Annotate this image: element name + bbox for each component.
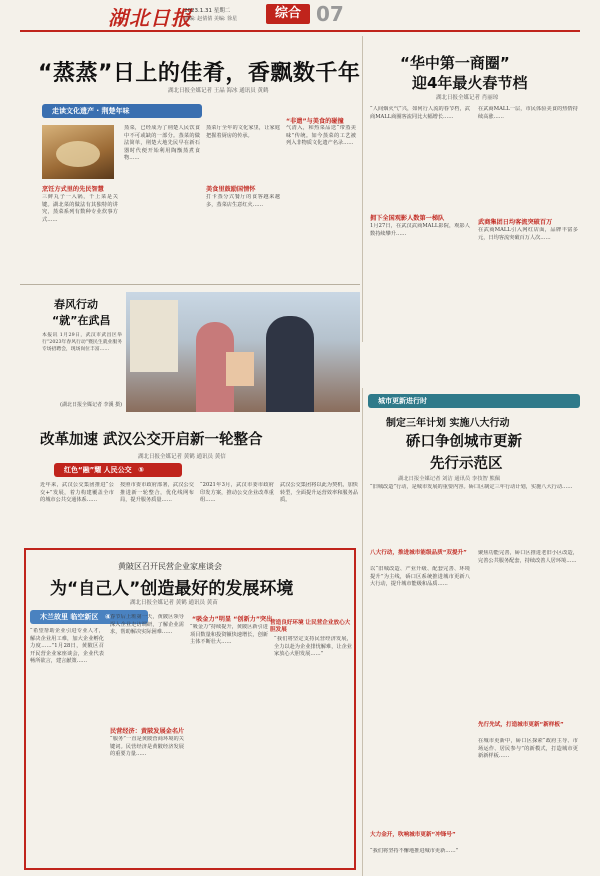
bus-byline: 湖北日报全媒记者 黄鹤 通讯员 黄信 xyxy=(138,454,226,460)
city-text-lead: “旧城改造”行动，是城市发展的重要内容。硚口区制定三年行动计划，实施八大行动…… xyxy=(370,484,573,490)
masthead xyxy=(0,0,600,40)
spring-headline-2: “就”在武昌 xyxy=(52,314,111,327)
city-text-col2: 聚焦功能完善，硚口区推进老旧小区改造，完善公共服务配套，持续改善人居环境…… xyxy=(478,550,578,564)
feature-text-col4: “我们将坚定支持民营经济发展，全力以赴为企业排忧解难，让企业家放心大胆发展……” xyxy=(274,636,352,658)
lead-subhead-2: 美食里鼓励国情怀 xyxy=(206,186,256,193)
feature-text-col1: “希望帮助企业引进专业人才，解决企业用工难，加大企业孵化力度……”1月28日，黄陂区召开民营企业家座谈会，企业代表畅所欲言，建言献策…… xyxy=(30,628,104,665)
section-badge xyxy=(266,4,310,24)
lead-photo xyxy=(42,125,114,179)
lead-subhead-3: “非遗”与美食的碰撞 xyxy=(286,118,344,125)
masthead-rule xyxy=(20,30,580,32)
tr-byline: 湖北日报全媒记者 肖丽琼 xyxy=(436,95,499,101)
page-editors: 责编: 赵倩倩 美编: 徐星 xyxy=(184,16,238,22)
city-text-col1b: “我们将坚持不懈地推进城市更新……” xyxy=(370,848,459,854)
right-column-rule-lower xyxy=(362,388,363,876)
spring-text: 本报讯 1月29日，武汉市武昌区举行“2023年春风行动”暨民生就业服务专场招聘会，现场岗位丰富…… xyxy=(42,333,122,352)
bus-text-col2: 按照市委市政府部署，武汉公交推进新一轮整合，优化线网布局，提升服务质量…… xyxy=(120,482,194,504)
feature-subhead-3: 民营经济：黄陂发展金名片 xyxy=(110,728,185,735)
section-divider-top xyxy=(20,284,360,285)
bus-text-col1: 近年来，武汉公交集团推进“公交+”发展，着力构建覆盖全市的城市公共交通体系…… xyxy=(40,482,114,504)
lead-text-col5: 气清入，和热菜品送“带蒸美味”传统。如今蒸菜的工艺被列入非物质文化遗产名录…… xyxy=(286,125,356,147)
flyer-shape xyxy=(226,352,254,386)
bus-headline: 改革加速 武汉公交开启新一轮整合 xyxy=(40,432,263,448)
tr-text-col3: 在武商MALL一层，市民体验美食的热情持续高涨…… xyxy=(478,106,578,120)
lead-banner-label: 走读文化遗产 · 荆楚年味 xyxy=(52,107,130,115)
tr-subhead-2: 武商集团日均客流突破百万 xyxy=(478,219,553,226)
city-text-col1: 以“旧城改造、产业升级、配套完善、环境提升”为主线，硚口区系统推进城市更新八大行动，提升城市能级和品质…… xyxy=(370,566,470,588)
feature-text-col2: 春节后上班第一天，黄陂区领导深入企业走访调研，了解企业需求，帮助解决实际困难…… xyxy=(110,614,184,636)
city-subhead-1: 八大行动，推进城市能级品质“双提升” xyxy=(370,550,467,556)
red-tag-num: ⑤ xyxy=(138,466,145,474)
tr-text-col2: 1月27日，在武汉武商MALL影院，观影人数持续攀升…… xyxy=(370,223,470,237)
city-text-col2b: 在城市更新中，硚口区探索“政府主导、市场运作、居民参与”的新模式，打造城市更新新样板…… xyxy=(478,738,578,760)
job-fair-photo xyxy=(126,292,360,412)
lead-text-col3: 蒸菜厅全年的文化家里，让家庭把握着厨房的传承。 xyxy=(206,125,280,139)
lead-banner xyxy=(42,104,202,118)
issue-date: 2023.1.31 星期二 xyxy=(184,8,231,14)
feature-banner-label: 木兰故里 临空新区 xyxy=(40,613,99,621)
right-column-rule xyxy=(362,36,363,342)
feature-banner-num: ④ xyxy=(104,613,111,621)
page-number: 07 xyxy=(316,2,344,26)
tr-text-col4: 在武商MALL引入网红店面，品牌丰富多元，日均客流突破百万人次…… xyxy=(478,227,578,241)
person-right-shape xyxy=(266,316,314,412)
section-name: 综合 xyxy=(274,6,301,21)
city-headline-2: 硚口争创城市更新 xyxy=(406,434,522,450)
city-headline-3: 先行示范区 xyxy=(430,456,503,472)
lead-text-col2: 蒸菜，已经成为了荆楚人民饮食中不可或缺的一部分。蒸菜的做法简单，荆楚大地先民早在新石器时代便开始利用陶甑蒸煮食物…… xyxy=(124,125,200,162)
city-subhead-2: 先行先试，打造城市更新“新样板” xyxy=(478,722,564,728)
city-headline-1: 制定三年计划 实施八大行动 xyxy=(386,418,510,429)
newspaper-logo: 湖北日报 xyxy=(108,6,192,30)
bus-text-col3: “2021年3月，武汉市委市政府印发方案，推动公交企业改革重组…… xyxy=(200,482,274,504)
tr-headline-1: “华中第一商圈” xyxy=(400,54,510,72)
city-banner-label: 城市更新进行时 xyxy=(378,397,427,405)
feature-text-col3: “吸金力”持续提升，黄陂区新引进项目数量和投资额快速增长，创新主体不断壮大…… xyxy=(190,624,268,646)
bus-text-col4: 武汉公交集团将以此为契机，加快转型，全面提升运营效率和服务品质。 xyxy=(280,482,358,504)
feature-subhead-2: 营造良好环境 让民营企业放心大胆发展 xyxy=(270,620,351,633)
feature-subhead-1: “吸金力”明显 “创新力”突出 xyxy=(192,616,273,623)
lead-text-col4: 打卡蒸分式餐厅的食客越来越多，蒸菜店生意红火…… xyxy=(206,194,280,208)
spring-caption: (湖北日报全媒记者 李溪 摄) xyxy=(60,402,123,408)
steamed-dish-shape xyxy=(56,141,100,167)
lead-subhead-1: 烹饪方式里的先民智慧 xyxy=(42,186,104,193)
red-tag-banner xyxy=(54,463,182,477)
city-byline: 湖北日报全媒记者 刘洁 通讯员 李技智 熊佩 xyxy=(398,476,501,482)
feature-text-col2b: “服务”一直是黄陂营商环境的关键词。民营经济是黄陂经济发展的重要力量…… xyxy=(110,736,184,758)
feature-byline: 湖北日报全媒记者 黄鹤 通讯员 黄苗 xyxy=(130,600,218,606)
tr-headline-2: 迎4年最火春节档 xyxy=(412,74,528,92)
lead-byline: 湖北日报全媒记者 王晶 海冰 通讯员 黄鹤 xyxy=(168,88,269,94)
feature-kicker: 黄陂区召开民营企业家座谈会 xyxy=(118,562,222,571)
city-subhead-3: 大力金开，吹响城市更新“冲锋号” xyxy=(370,832,456,838)
feature-headline: 为“自己人”创造最好的发展环境 xyxy=(50,579,294,599)
banner-board-shape xyxy=(130,300,178,372)
tr-text-col1: “人间烟火气”兴，如何行人流的春节档，武商MALL商圈客流同比大幅增长…… xyxy=(370,106,470,120)
city-banner xyxy=(368,394,580,408)
tr-subhead-1: 拥下全国观影人数第一梯队 xyxy=(370,215,445,222)
spring-headline-1: 春风行动 xyxy=(54,298,98,311)
red-tag-label: 红色“融”耀 人民公交 xyxy=(64,466,132,474)
lead-headline: “蒸蒸”日上的佳肴，香飘数千年 xyxy=(38,61,361,86)
lead-text-col1: 三鲜丸子一入锅，千上菜是关键。湖北菜的做法有其独特的讲究，蒸菜系列有数种专业炊事方式…… xyxy=(42,194,118,223)
